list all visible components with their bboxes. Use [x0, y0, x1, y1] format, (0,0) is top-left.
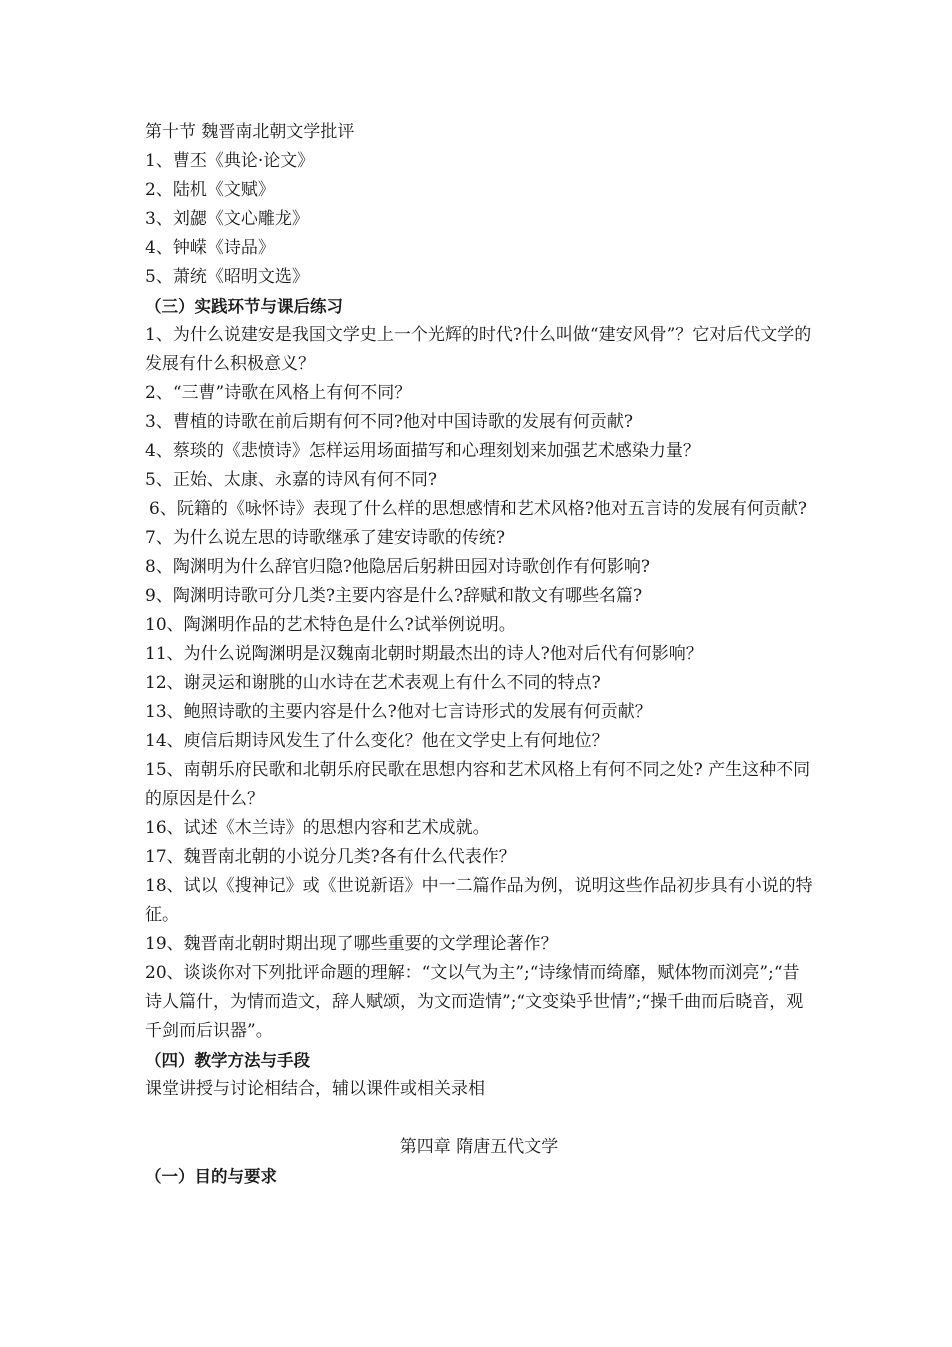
question-item: 11、为什么说陶渊明是汉魏南北朝时期最杰出的诗人?他对后代有何影响？: [145, 644, 703, 664]
question-item: 2、“三曹”诗歌在风格上有何不同？: [145, 383, 412, 403]
question-item: 13、鲍照诗歌的主要内容是什么?他对七言诗形式的发展有何贡献？: [145, 702, 652, 722]
question-item: 14、庾信后期诗风发生了什么变化？他在文学史上有何地位？: [145, 731, 609, 751]
question-item: 9、陶渊明诗歌可分几类?主要内容是什么?辞赋和散文有哪些名篇?: [145, 586, 643, 606]
section-item: 1、曹丕《典论·论文》: [145, 151, 315, 171]
question-item: 19、魏晋南北朝时期出现了哪些重要的文学理论著作？: [145, 934, 558, 954]
practice-heading: （三）实践环节与课后练习: [145, 297, 343, 316]
question-item: 8、陶渊明为什么辞官归隐?他隐居后躬耕田园对诗歌创作有何影响?: [145, 557, 651, 577]
question-item: 10、陶渊明作品的艺术特色是什么?试举例说明。: [145, 615, 516, 635]
question-item: 17、魏晋南北朝的小说分几类?各有什么代表作？: [145, 847, 516, 867]
section-item: 4、钟嵘《诗品》: [145, 238, 275, 258]
question-item: 18、试以《搜神记》或《世说新语》中一二篇作品为例，说明这些作品初步具有小说的特征。: [145, 876, 813, 925]
question-item: 6、阮籍的《咏怀诗》表现了什么样的思想感情和艺术风格?他对五言诗的发展有何贡献?: [149, 499, 808, 519]
section-item: 2、陆机《文赋》: [145, 180, 275, 200]
document-page: [145, 118, 813, 1191]
question-item: 16、试述《木兰诗》的思想内容和艺术成就。: [145, 818, 490, 838]
chapter-title: 第四章 隋唐五代文学: [399, 1137, 559, 1157]
section-title: 第十节 魏晋南北朝文学批评: [145, 122, 355, 142]
question-item: 7、为什么说左思的诗歌继承了建安诗歌的传统?: [145, 528, 505, 548]
question-item: 12、谢灵运和谢朓的山水诗在艺术表观上有什么不同的特点?: [145, 673, 601, 693]
section-item: 3、刘勰《文心雕龙》: [145, 209, 309, 229]
question-item: 15、南朝乐府民歌和北朝乐府民歌在思想内容和艺术风格上有何不同之处? 产生这种不同的原因是什么？: [145, 760, 811, 809]
question-item: 20、谈谈你对下列批评命题的理解：“文以气为主”;“诗缘情而绮靡，赋体物而浏亮”;“昔诗人篇什，为情而造文，辞人赋颂，为文而造情”;“文变染乎世情”;“操千曲而后晓音，观千剑而后识器”。: [145, 963, 804, 1041]
question-item: 4、蔡琰的《悲愤诗》怎样运用场面描写和心理刻划来加强艺术感染力量？: [145, 441, 700, 461]
question-item: 5、正始、太康、永嘉的诗风有何不同?: [145, 470, 437, 490]
section-item: 5、萧统《昭明文选》: [145, 267, 309, 287]
methods-heading: （四）教学方法与手段: [145, 1051, 310, 1070]
chapter-subheading: （一）目的与要求: [145, 1167, 277, 1186]
question-item: 3、曹植的诗歌在前后期有何不同?他对中国诗歌的发展有何贡献?: [145, 412, 634, 432]
question-item: 1、为什么说建安是我国文学史上一个光辉的时代?什么叫做“建安风骨”？它对后代文学的发展有什么积极意义？: [145, 325, 812, 374]
blank-line: [145, 1104, 813, 1133]
methods-text: 课堂讲授与讨论相结合，辅以课件或相关录相: [145, 1079, 485, 1099]
